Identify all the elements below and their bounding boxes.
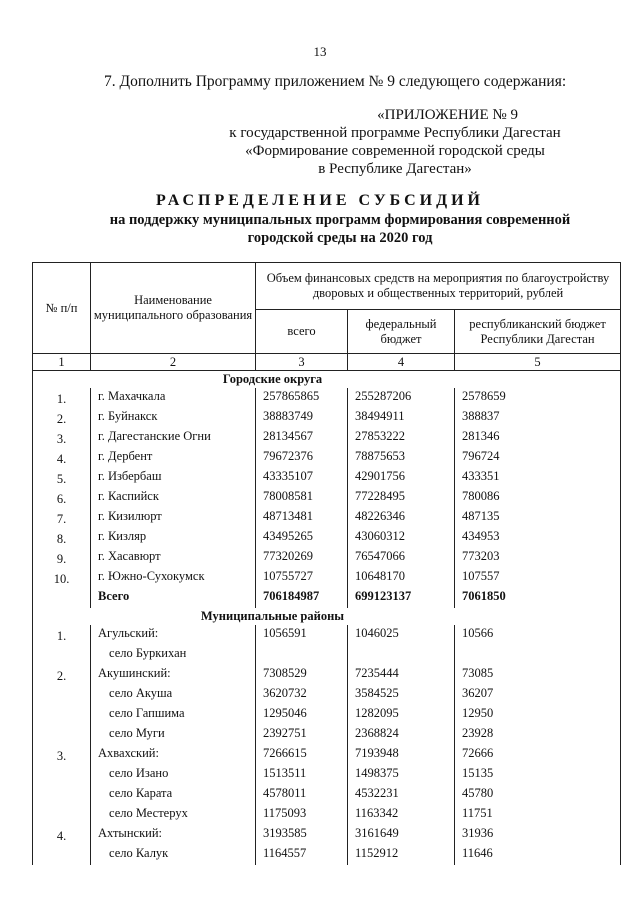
row-total: [256, 645, 348, 665]
row-total: 28134567: [256, 428, 348, 448]
row-republic: 12950: [455, 705, 621, 725]
table-row: [33, 805, 621, 825]
row-republic: 15135: [455, 765, 621, 785]
row-number: [33, 645, 91, 665]
col-number: 4: [348, 354, 455, 371]
header-volume: Объем финансовых средств на мероприятия по благоустройству дворовых и общественных территорий, рублей: [256, 263, 621, 310]
row-republic: 7061850: [455, 588, 621, 608]
row-name: г. Хасавюрт: [91, 548, 256, 568]
row-number: [33, 765, 91, 785]
row-name: село Местерух: [91, 805, 256, 825]
table-row: [33, 725, 621, 745]
row-republic: 45780: [455, 785, 621, 805]
header-total: всего: [256, 310, 348, 354]
row-federal: 1498375: [348, 765, 455, 785]
row-total: 10755727: [256, 568, 348, 588]
row-federal: 1152912: [348, 845, 455, 865]
row-total: 43495265: [256, 528, 348, 548]
row-federal: 2368824: [348, 725, 455, 745]
section-urban-districts: [33, 371, 621, 389]
section-label: Муниципальные районы: [200, 609, 345, 623]
row-number: [33, 588, 91, 608]
row-number: 8.: [33, 528, 91, 548]
section-spacer: [33, 371, 91, 389]
appendix-line-3: «Формирование современной городской среды: [245, 143, 545, 159]
row-total: 4578011: [256, 785, 348, 805]
row-federal: 77228495: [348, 488, 455, 508]
row-federal: 27853222: [348, 428, 455, 448]
row-federal: 43060312: [348, 528, 455, 548]
row-name: село Карата: [91, 785, 256, 805]
col-number: 3: [256, 354, 348, 371]
row-total: 78008581: [256, 488, 348, 508]
header-name: Наименование муниципального образования: [91, 263, 256, 354]
row-name: г. Кизляр: [91, 528, 256, 548]
row-name: г. Кизилюрт: [91, 508, 256, 528]
header-num: № п/п: [33, 263, 91, 354]
table-row: [33, 625, 621, 645]
col-number: 2: [91, 354, 256, 371]
row-number: 7.: [33, 508, 91, 528]
row-number: 2.: [33, 665, 91, 685]
row-federal: 1282095: [348, 705, 455, 725]
row-federal: 78875653: [348, 448, 455, 468]
row-total: 7308529: [256, 665, 348, 685]
row-total: 2392751: [256, 725, 348, 745]
table-row: [33, 588, 621, 608]
row-federal: 3584525: [348, 685, 455, 705]
row-total: 77320269: [256, 548, 348, 568]
intro-paragraph: 7. Дополнить Программу приложением № 9 следующего содержания:: [104, 73, 567, 90]
row-number: 6.: [33, 488, 91, 508]
section-label: Городские округа: [222, 372, 323, 386]
row-federal: 3161649: [348, 825, 455, 845]
row-number: [33, 805, 91, 825]
table-row: [33, 685, 621, 705]
row-name: село Буркихан: [91, 645, 256, 665]
section-municipal-districts: [33, 608, 621, 625]
row-name: село Муги: [91, 725, 256, 745]
row-total: 3620732: [256, 685, 348, 705]
row-federal: 38494911: [348, 408, 455, 428]
row-name: Агульский:: [91, 625, 256, 645]
section-spacer: [455, 608, 621, 625]
row-republic: 11751: [455, 805, 621, 825]
row-number: [33, 685, 91, 705]
row-number: 3.: [33, 428, 91, 448]
row-name: село Изано: [91, 765, 256, 785]
row-name: Всего: [91, 588, 256, 608]
row-name: село Калук: [91, 845, 256, 865]
row-republic: 73085: [455, 665, 621, 685]
appendix-line-4: в Республике Дагестан»: [318, 161, 472, 177]
appendix-header: [200, 106, 590, 178]
document-title: РАСПРЕДЕЛЕНИЕ СУБСИДИЙ: [155, 192, 484, 209]
table-row: [33, 568, 621, 588]
row-republic: [455, 645, 621, 665]
document-subtitle: [60, 211, 620, 247]
row-number: [33, 725, 91, 745]
row-name: село Гапшима: [91, 705, 256, 725]
row-republic: 2578659: [455, 388, 621, 408]
row-total: 1164557: [256, 845, 348, 865]
row-federal: 10648170: [348, 568, 455, 588]
row-federal: 4532231: [348, 785, 455, 805]
row-number: 2.: [33, 408, 91, 428]
table-row: [33, 548, 621, 568]
table-row: [33, 508, 621, 528]
row-total: 257865865: [256, 388, 348, 408]
row-number: 4.: [33, 448, 91, 468]
row-name: г. Дагестанские Огни: [91, 428, 256, 448]
row-republic: 388837: [455, 408, 621, 428]
subtitle-line-2: городской среды на 2020 год: [247, 230, 433, 246]
row-republic: 433351: [455, 468, 621, 488]
row-total: 706184987: [256, 588, 348, 608]
row-number: [33, 785, 91, 805]
row-total: 38883749: [256, 408, 348, 428]
row-republic: 796724: [455, 448, 621, 468]
section-spacer: [33, 608, 91, 625]
row-name: Ахтынский:: [91, 825, 256, 845]
row-republic: 281346: [455, 428, 621, 448]
row-name: г. Махачкала: [91, 388, 256, 408]
row-republic: 72666: [455, 745, 621, 765]
row-total: 1056591: [256, 625, 348, 645]
table-row: [33, 488, 621, 508]
row-federal: 255287206: [348, 388, 455, 408]
table-row: [33, 785, 621, 805]
row-republic: 434953: [455, 528, 621, 548]
row-republic: 23928: [455, 725, 621, 745]
row-name: г. Буйнакск: [91, 408, 256, 428]
row-total: 1295046: [256, 705, 348, 725]
appendix-line-2: к государственной программе Республики Дагестан: [229, 125, 561, 141]
table-row: [33, 408, 621, 428]
table-row: [33, 845, 621, 865]
row-federal: 1046025: [348, 625, 455, 645]
row-name: село Акуша: [91, 685, 256, 705]
row-federal: [348, 645, 455, 665]
row-number: 10.: [33, 568, 91, 588]
row-number: 1.: [33, 388, 91, 408]
col-number: 1: [33, 354, 91, 371]
table-row: [33, 448, 621, 468]
row-name: г. Дербент: [91, 448, 256, 468]
row-total: 43335107: [256, 468, 348, 488]
row-federal: 7193948: [348, 745, 455, 765]
row-republic: 11646: [455, 845, 621, 865]
row-federal: 76547066: [348, 548, 455, 568]
table-row: [33, 468, 621, 488]
row-republic: 10566: [455, 625, 621, 645]
table-row: [33, 665, 621, 685]
row-total: 79672376: [256, 448, 348, 468]
row-name: Ахвахский:: [91, 745, 256, 765]
row-total: 7266615: [256, 745, 348, 765]
row-republic: 487135: [455, 508, 621, 528]
row-total: 1513511: [256, 765, 348, 785]
table-row: [33, 528, 621, 548]
row-name: г. Каспийск: [91, 488, 256, 508]
row-number: 3.: [33, 745, 91, 765]
row-total: 1175093: [256, 805, 348, 825]
row-federal: 42901756: [348, 468, 455, 488]
row-name: г. Южно-Сухокумск: [91, 568, 256, 588]
row-federal: 699123137: [348, 588, 455, 608]
subsidy-table: [32, 262, 621, 865]
header-federal: федеральный бюджет: [348, 310, 455, 354]
row-republic: 31936: [455, 825, 621, 845]
row-number: 9.: [33, 548, 91, 568]
column-number-row: [33, 354, 621, 371]
row-federal: 1163342: [348, 805, 455, 825]
subtitle-line-1: на поддержку муниципальных программ формирования современной: [109, 212, 571, 228]
row-name: Акушинский:: [91, 665, 256, 685]
table-row: [33, 825, 621, 845]
appendix-line-1: «ПРИЛОЖЕНИЕ № 9: [377, 107, 518, 123]
header-republic: республиканский бюджет Республики Дагестан: [455, 310, 621, 354]
table-row: [33, 645, 621, 665]
row-number: [33, 705, 91, 725]
row-number: 5.: [33, 468, 91, 488]
row-name: г. Избербаш: [91, 468, 256, 488]
table-row: [33, 745, 621, 765]
row-republic: 107557: [455, 568, 621, 588]
table-row: [33, 428, 621, 448]
row-total: 3193585: [256, 825, 348, 845]
section-spacer: [455, 371, 621, 389]
row-federal: 7235444: [348, 665, 455, 685]
row-number: 1.: [33, 625, 91, 645]
row-total: 48713481: [256, 508, 348, 528]
table-row: [33, 765, 621, 785]
row-number: 4.: [33, 825, 91, 845]
row-federal: 48226346: [348, 508, 455, 528]
table-row: [33, 388, 621, 408]
row-republic: 36207: [455, 685, 621, 705]
row-republic: 773203: [455, 548, 621, 568]
row-number: [33, 845, 91, 865]
table-row: [33, 705, 621, 725]
row-republic: 780086: [455, 488, 621, 508]
page-number: 13: [313, 44, 327, 59]
col-number: 5: [455, 354, 621, 371]
